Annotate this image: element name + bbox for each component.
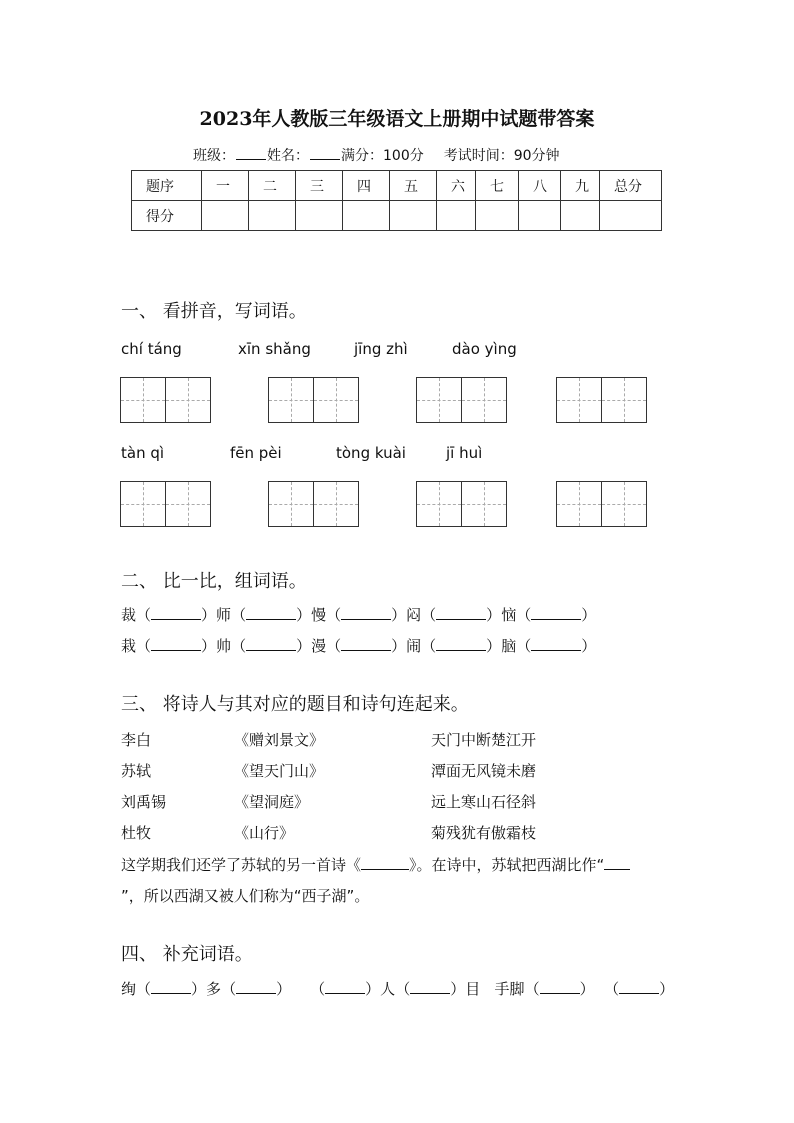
table-cell: 总分 (600, 171, 662, 201)
writing-box[interactable] (165, 481, 211, 527)
score-input-cell[interactable] (249, 201, 296, 231)
char: 师 (216, 606, 232, 624)
table-cell: 三 (296, 171, 343, 201)
writing-box[interactable] (268, 377, 314, 423)
table-cell: 题序 (132, 171, 202, 201)
char: 栽 (121, 637, 137, 655)
pinyin-item: jī huì (446, 444, 483, 462)
writing-box[interactable] (461, 377, 507, 423)
answer-blank[interactable] (246, 638, 296, 651)
score-input-cell[interactable] (296, 201, 343, 231)
answer-blank[interactable] (531, 607, 581, 620)
char: 恼 (501, 606, 517, 624)
writing-box[interactable] (461, 481, 507, 527)
writing-box[interactable] (416, 377, 462, 423)
table-cell: 五 (390, 171, 437, 201)
page-title: 2023年人教版三年级语文上册期中试题带答案 (199, 108, 595, 130)
poem-line-item[interactable]: 远上寒山石径斜 (431, 793, 537, 811)
answer-blank[interactable] (246, 607, 296, 620)
pinyin-item: tòng kuài (336, 444, 406, 462)
table-cell: 一 (202, 171, 249, 201)
answer-blank[interactable] (619, 981, 659, 994)
section-2-heading: 二、 比一比，组词语。 (121, 571, 307, 592)
table-cell: 得分 (132, 201, 202, 231)
writing-box[interactable] (313, 481, 359, 527)
table-cell: 九 (561, 171, 600, 201)
section-4-heading: 四、 补充词语。 (121, 944, 253, 965)
score-input-cell[interactable] (343, 201, 390, 231)
name-label: 姓名： (267, 148, 309, 164)
poem-title-item[interactable]: 《赠刘景文》 (234, 731, 325, 749)
poem-title-item[interactable]: 《望天门山》 (234, 762, 325, 780)
poet-item[interactable]: 杜牧 (121, 824, 152, 842)
writing-box[interactable] (601, 481, 647, 527)
score-input-cell[interactable] (476, 201, 519, 231)
answer-blank[interactable] (151, 638, 201, 651)
pinyin-item: dào yìng (452, 340, 517, 358)
char: 闹 (406, 637, 422, 655)
writing-box[interactable] (556, 377, 602, 423)
poet-item[interactable]: 刘禹锡 (121, 793, 167, 811)
answer-blank[interactable] (531, 638, 581, 651)
table-cell: 八 (519, 171, 561, 201)
poem-line-item[interactable]: 菊残犹有傲霜枝 (431, 824, 537, 842)
answer-blank[interactable] (151, 981, 191, 994)
char: 闷 (406, 606, 422, 624)
answer-blank[interactable] (325, 981, 365, 994)
idiom-char: 绚 (121, 980, 137, 998)
question-text: 》。在诗中，苏轼把西湖比作“ (409, 856, 605, 874)
answer-blank[interactable] (151, 607, 201, 620)
table-cell: 七 (476, 171, 519, 201)
poem-line-item[interactable]: 天门中断楚江开 (431, 731, 537, 749)
poem-line-item[interactable]: 潭面无风镜未磨 (431, 762, 537, 780)
pinyin-item: xīn shǎng (238, 340, 311, 358)
writing-box[interactable] (120, 481, 166, 527)
score-table (131, 170, 662, 231)
question-text: 这学期我们还学了苏轼的另一首诗《 (121, 856, 362, 874)
writing-box[interactable] (165, 377, 211, 423)
score-input-cell[interactable] (390, 201, 437, 231)
pinyin-item: jīng zhì (354, 340, 408, 358)
score-table-score-row (132, 201, 662, 231)
compare-row-1: 裁（ ）师（ ）慢（ ）闷（ ）恼（ ） (121, 606, 597, 624)
section-3-heading: 三、 将诗人与其对应的题目和诗句连起来。 (121, 694, 469, 715)
score-input-cell[interactable] (561, 201, 600, 231)
full-score: 满分：100分 (341, 148, 424, 164)
pinyin-item: tàn qì (121, 444, 165, 462)
char: 漫 (311, 637, 327, 655)
char: 脑 (501, 637, 517, 655)
poet-item[interactable]: 李白 (121, 731, 152, 749)
table-cell: 二 (249, 171, 296, 201)
score-input-cell[interactable] (202, 201, 249, 231)
score-table-header-row (132, 171, 662, 201)
idiom-row: 绚（ ）多（ ） （ ）人（ ）目 手脚（ ） （ ） (121, 980, 675, 998)
pinyin-item: chí táng (121, 340, 182, 358)
writing-box[interactable] (313, 377, 359, 423)
idiom-char: 手脚 (494, 980, 525, 998)
score-input-cell[interactable] (600, 201, 662, 231)
score-input-cell[interactable] (437, 201, 476, 231)
writing-box[interactable] (268, 481, 314, 527)
comparison-blank[interactable] (604, 857, 630, 870)
score-input-cell[interactable] (519, 201, 561, 231)
table-cell: 四 (343, 171, 390, 201)
idiom-char: 人 (380, 980, 396, 998)
idiom-char: 目 (465, 980, 481, 998)
name-blank[interactable] (310, 147, 340, 160)
answer-blank[interactable] (436, 607, 486, 620)
question-line-2: ”，所以西湖又被人们称为“西子湖”。 (121, 887, 370, 905)
char: 慢 (311, 606, 327, 624)
answer-blank[interactable] (341, 607, 391, 620)
idiom-char: 多 (206, 980, 222, 998)
writing-box[interactable] (416, 481, 462, 527)
poem-title-blank[interactable] (361, 857, 409, 870)
table-cell: 六 (437, 171, 476, 201)
class-blank[interactable] (236, 147, 266, 160)
answer-blank[interactable] (341, 638, 391, 651)
answer-blank[interactable] (236, 981, 276, 994)
poet-item[interactable]: 苏轼 (121, 762, 152, 780)
writing-box[interactable] (120, 377, 166, 423)
writing-box[interactable] (556, 481, 602, 527)
answer-blank[interactable] (410, 981, 450, 994)
exam-time: 考试时间：90分钟 (443, 148, 560, 164)
class-label: 班级： (193, 148, 235, 164)
writing-box[interactable] (601, 377, 647, 423)
poem-title-item[interactable]: 《望洞庭》 (234, 793, 310, 811)
char: 帅 (216, 637, 232, 655)
compare-row-2: 栽（ ）帅（ ）漫（ ）闹（ ）脑（ ） (121, 637, 597, 655)
section-1-heading: 一、 看拼音，写词语。 (121, 301, 307, 322)
question-line-1 (121, 854, 630, 875)
answer-blank[interactable] (540, 981, 580, 994)
answer-blank[interactable] (436, 638, 486, 651)
exam-info (193, 145, 560, 165)
poem-title-item[interactable]: 《山行》 (234, 824, 295, 842)
pinyin-item: fēn pèi (230, 444, 282, 462)
char: 裁 (121, 606, 137, 624)
